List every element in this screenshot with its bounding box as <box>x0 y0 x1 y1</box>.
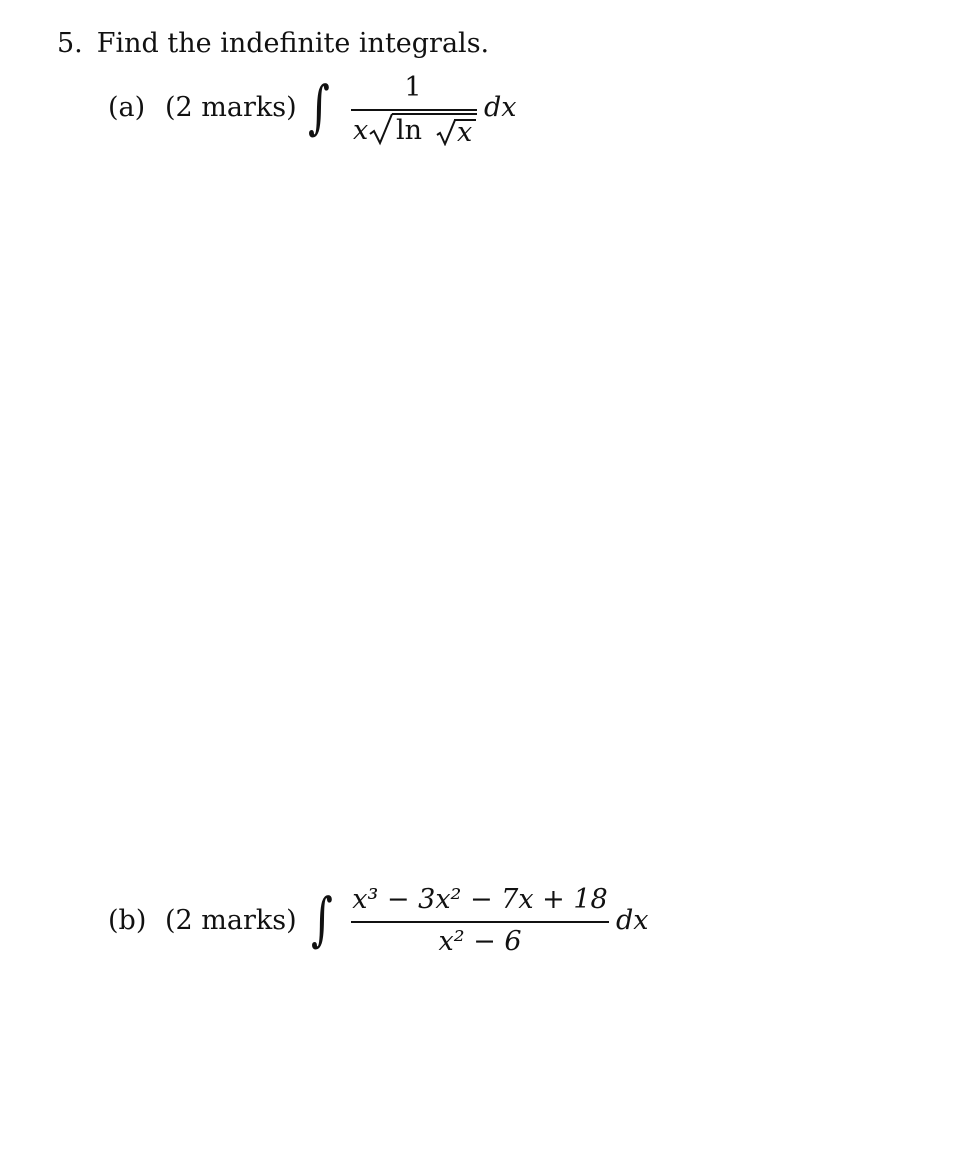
integral-sign: ∫ <box>308 73 330 141</box>
inner-sqrt-icon <box>435 118 457 146</box>
part-a-label: (a) <box>108 92 146 123</box>
integral-sign: ∫ <box>311 885 333 953</box>
part-b-label: (b) <box>108 905 147 936</box>
part-b-numerator: x³ − 3x² − 7x + 18 <box>352 884 608 915</box>
part-a-denominator-x: x <box>353 115 369 146</box>
part-a-numerator: 1 <box>404 72 422 103</box>
part-b-differential: dx <box>616 905 649 936</box>
part-a-denominator-inner: x <box>457 117 473 148</box>
part-a-differential: dx <box>484 92 517 123</box>
question-number: 5. <box>57 28 83 59</box>
part-a <box>108 70 608 160</box>
part-a-denominator-ln: ln <box>396 115 423 146</box>
part-b-fraction-bar <box>351 921 609 923</box>
part-a-marks: (2 marks) <box>165 92 297 123</box>
part-b-marks: (2 marks) <box>165 905 297 936</box>
outer-sqrt-icon <box>368 112 394 146</box>
question-text: Find the indefinite integrals. <box>96 28 490 59</box>
part-a-fraction-bar <box>351 109 477 111</box>
part-b-denominator: x² − 6 <box>438 926 522 957</box>
question-header <box>57 26 489 62</box>
part-b <box>108 883 688 973</box>
